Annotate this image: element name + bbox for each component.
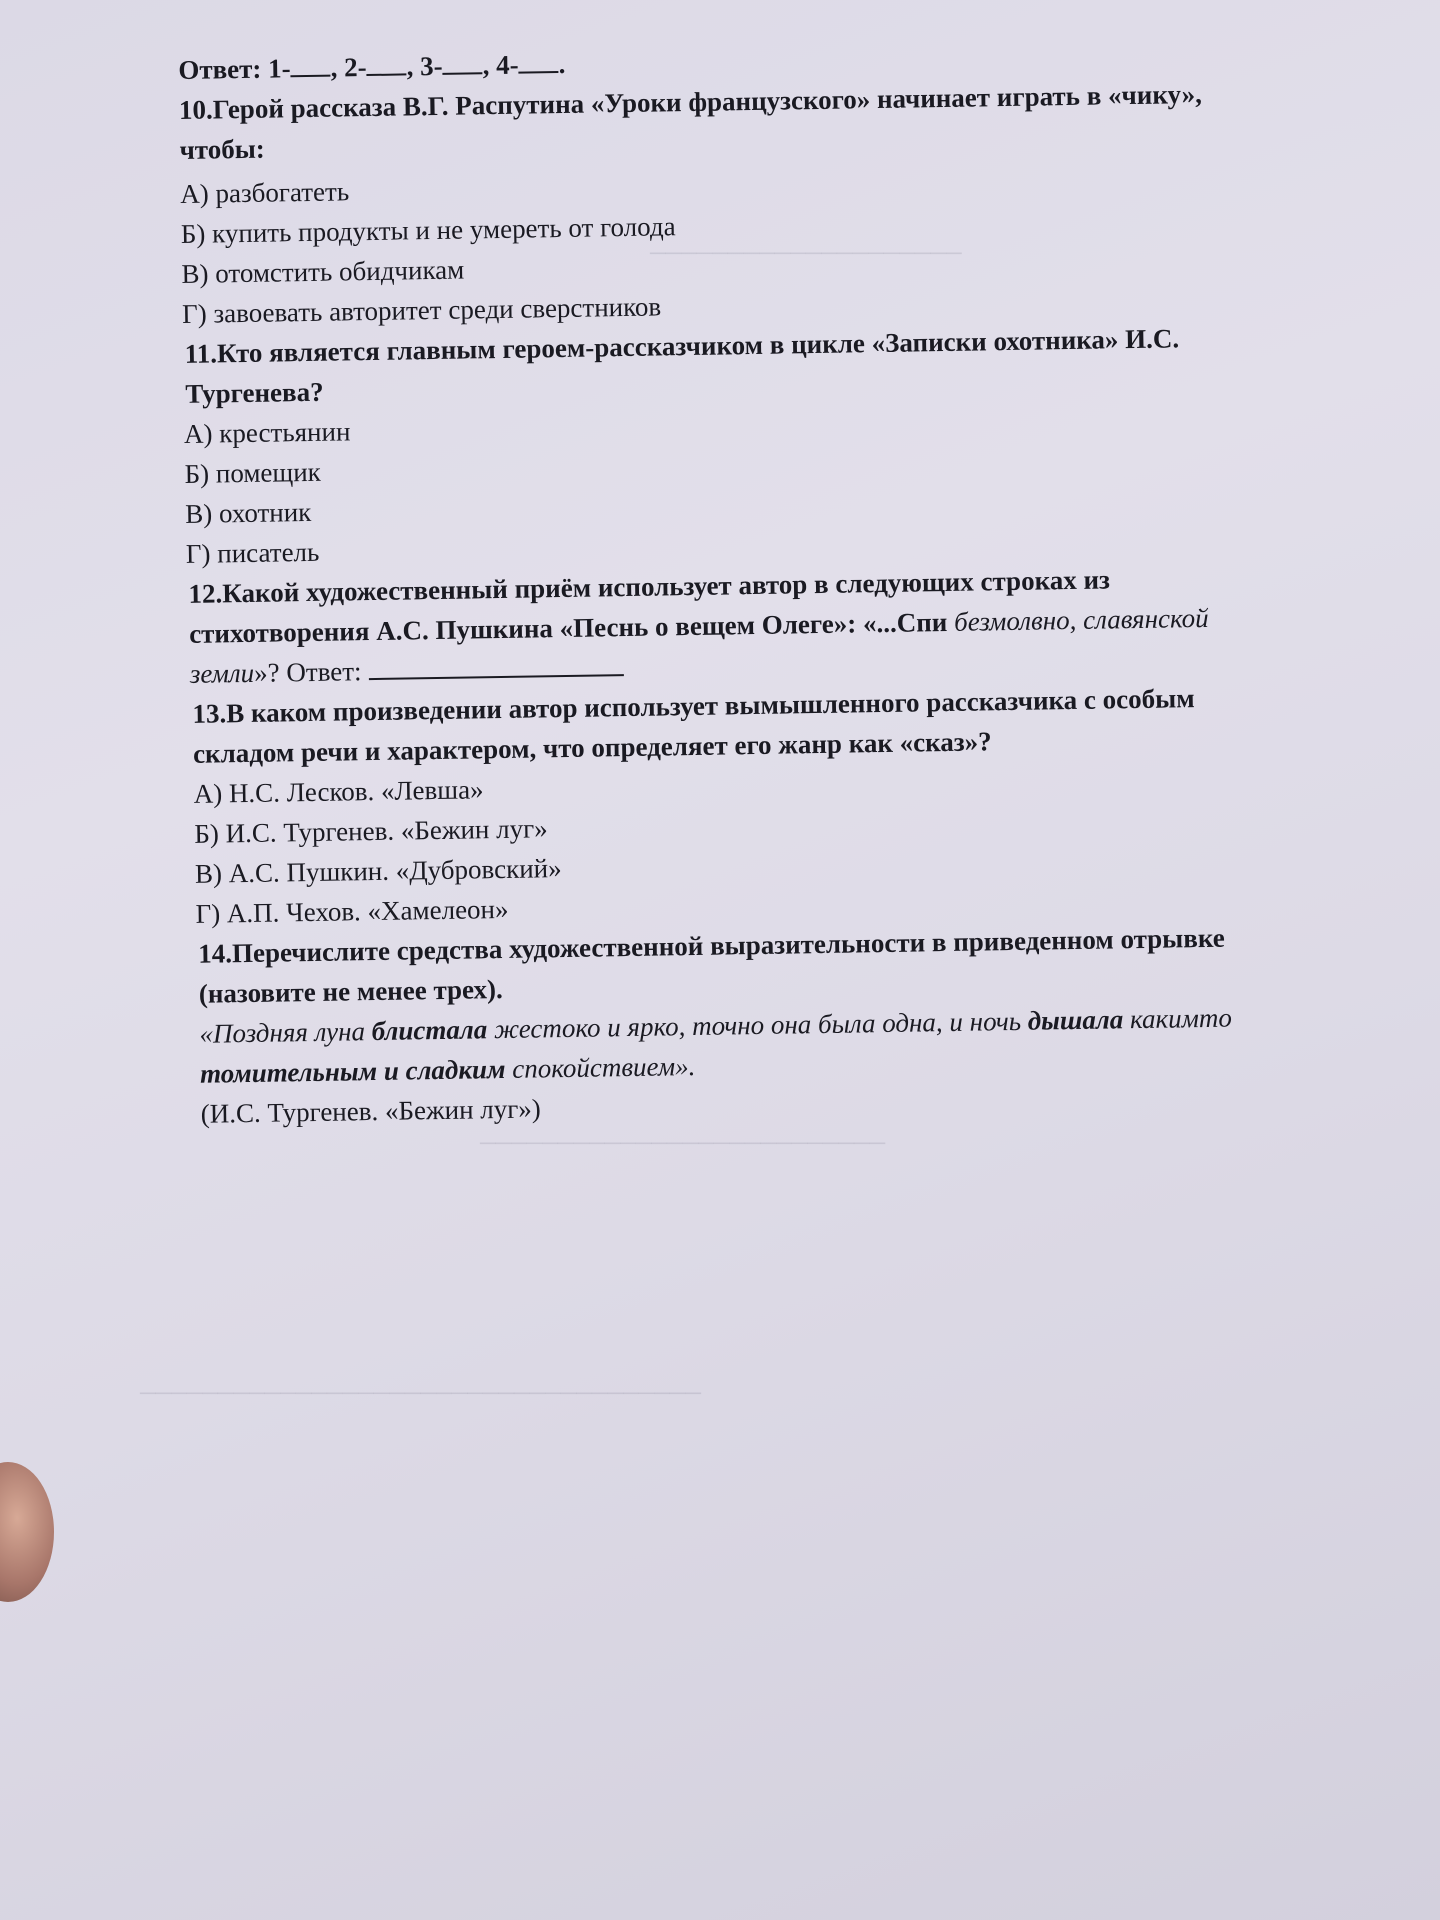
answer-blank-2[interactable] [366,47,406,76]
question-13-title: 13.В каком произведении автор использует вымышленного рассказчика с особым [192,683,1195,729]
question-10-option-c: В) отомстить обидчикам [181,254,465,289]
show-through-text: ──────────────────────────────────── [140,1380,702,1405]
question-10-option-b: Б) купить продукты и не умереть от голода [180,211,676,249]
question-12-text-italic: безмолвно, славянской [953,602,1209,637]
question-12-title: 12.Какой художественный приём использует автор в следующих строках из [188,564,1111,609]
answer-blank-3[interactable] [442,46,482,75]
quote-text: спокойствием». [505,1051,696,1084]
question-14-source: (И.С. Тургенев. «Бежин луг») [200,1093,542,1129]
question-13-option-a: А) Н.С. Лесков. «Левша» [193,774,484,809]
answer-blank-1[interactable] [290,49,330,78]
question-11-option-b: Б) помещик [184,456,321,489]
question-14-title: 14.Перечислите средства художественной выразительности в приведенном отрывке [197,922,1225,969]
question-13-option-d: Г) А.П. Чехов. «Хамелеон» [195,893,509,929]
question-14-title-cont: (назовите не менее трех). [198,974,503,1009]
question-13-title-cont: складом речи и характером, что определяет его жанр как «сказ»? [192,726,992,769]
question-12-text-bold: стихотворения А.С. Пушкина «Песнь о вещем Олеге»: «...Спи [188,606,955,649]
answer-sep: . [558,48,566,80]
worksheet-page [178,31,1435,1134]
question-10-title-cont: чтобы: [179,133,266,165]
answer-label: Ответ: 1- [178,53,291,85]
quote-highlight: блистала [371,1014,488,1047]
quote-text: жестоко и ярко, точно она была одна, и ночь [486,1005,1029,1045]
question-13-option-b: Б) И.С. Тургенев. «Бежин луг» [194,813,548,849]
show-through-text: ────────────────────────── [480,1130,886,1155]
question-11-option-c: В) охотник [185,496,312,529]
question-12-quote-end: земли [189,657,255,689]
finger-edge [0,1462,54,1602]
quote-highlight: томительным и сладким [199,1053,506,1089]
answer-blank-4[interactable] [518,45,558,74]
question-10-title: 10.Герой рассказа В.Г. Распутина «Уроки французского» начинает играть в «чику», [178,78,1203,125]
show-through-text: ──────────────────── [650,240,962,265]
quote-text: какимто [1123,1002,1233,1035]
question-10-option-d: Г) завоевать авторитет среди сверстников [181,291,662,329]
question-13-option-c: В) А.С. Пушкин. «Дубровский» [194,853,562,889]
question-11-title: 11.Кто является главным героем-рассказчиком в цикле «Записки охотника» И.С. [184,323,1180,369]
question-11-title-cont: Тургенева? [185,376,324,409]
question-10-option-a: А) разбогатеть [180,176,350,209]
quote-highlight: дышала [1027,1004,1124,1036]
question-11-option-a: А) крестьянин [183,416,351,449]
question-11-option-d: Г) писатель [185,536,320,569]
answer-sep: , 4- [482,49,519,81]
quote-text: «Поздняя луна [199,1016,372,1049]
question-12-answer-label: »? Ответ: [253,656,369,688]
answer-sep: , 3- [406,50,443,82]
question-12-answer-blank[interactable] [368,648,623,680]
answer-sep: , 2- [330,52,367,83]
